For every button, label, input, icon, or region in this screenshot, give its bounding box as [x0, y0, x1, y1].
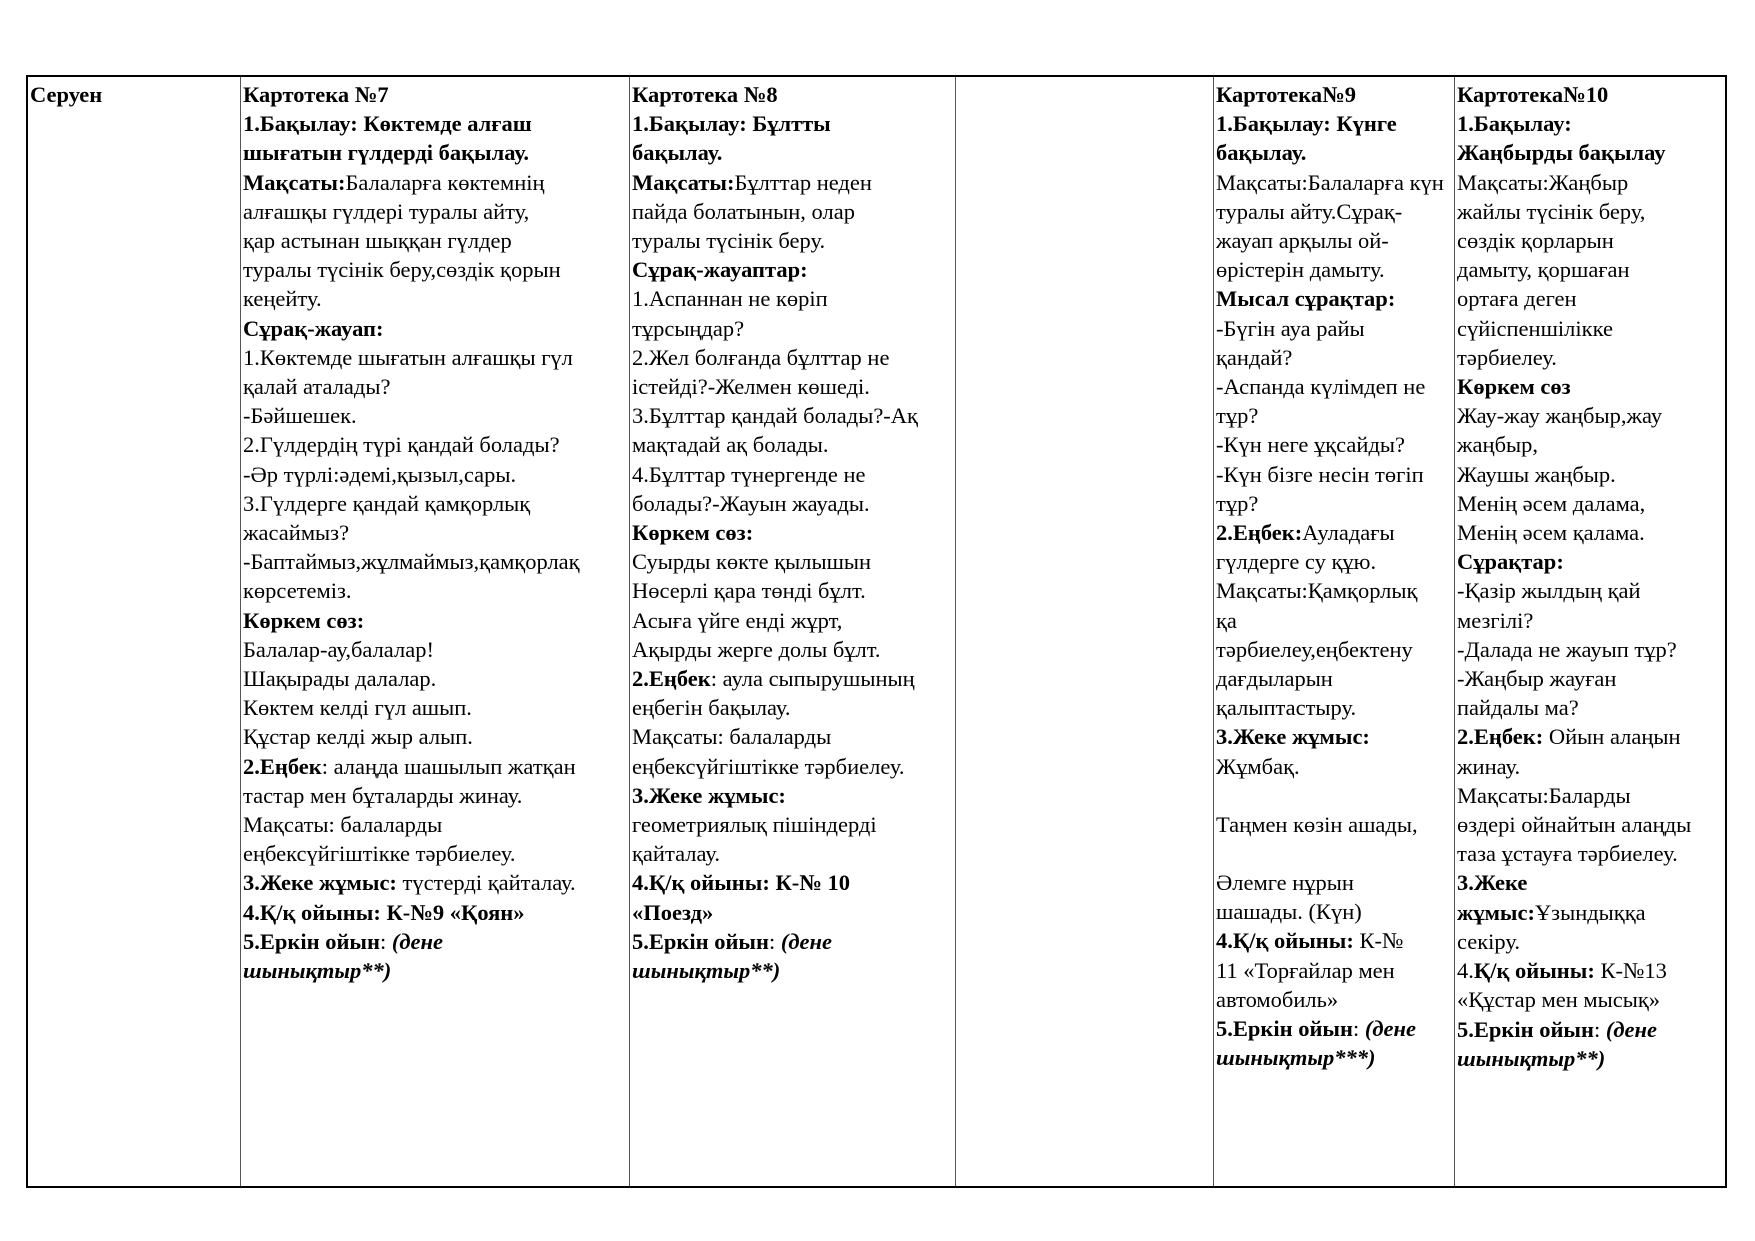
text-line [243, 109, 628, 138]
text-line [1457, 197, 1724, 226]
text-line [1457, 430, 1724, 459]
text-line [1457, 343, 1724, 372]
empty-cell [956, 76, 1214, 1187]
text-run: : [379, 928, 392, 954]
text-run: 3.Жеке жұмыс: [1216, 724, 1370, 750]
text-run: (дене [1605, 1016, 1657, 1042]
text-run: 4.Бұлттар түнергенде не [632, 461, 866, 487]
text-line [243, 343, 628, 372]
text-line [1216, 138, 1453, 167]
text-run: 1.Бақылау: Бұлтты [632, 111, 831, 137]
text-line [1457, 664, 1724, 693]
card-9-cell [1214, 76, 1455, 1187]
text-line [243, 898, 628, 927]
text-line [1457, 722, 1724, 751]
text-line [632, 284, 954, 313]
text-line [632, 576, 954, 605]
text-run: Ақырды жерге долы бұлт. [632, 636, 881, 662]
row-label-cell [27, 76, 241, 1187]
text-line [243, 489, 628, 518]
text-run: Көктем келді гүл ашып. [243, 695, 472, 721]
card-7-cell [241, 76, 630, 1187]
text-line [1216, 956, 1453, 985]
text-run: жұмыс: [1457, 899, 1535, 925]
text-run: туралы түсінік беру. [632, 228, 826, 254]
text-run: қа [1216, 607, 1237, 633]
text-run: 1.Бақылау: [1457, 111, 1572, 137]
text-run: 3.Жеке жұмыс: [632, 782, 786, 808]
text-line [632, 781, 954, 810]
text-run: 5.Еркін ойын [1457, 1016, 1594, 1042]
text-line [1216, 985, 1453, 1014]
text-run: -Жаңбыр жауған [1457, 666, 1617, 692]
text-line [243, 226, 628, 255]
text-run: қар астынан шыққан гүлдер [243, 228, 512, 254]
text-run: : аула сыпырушының [710, 666, 915, 692]
text-line [632, 752, 954, 781]
text-line [1457, 109, 1724, 138]
text-run: -Әр түрлі:әдемі,қызыл,сары. [243, 461, 517, 487]
text-line [632, 430, 954, 459]
text-run: өздері ойнайтын алаңды [1457, 812, 1692, 838]
text-line [243, 664, 628, 693]
text-line [632, 927, 954, 956]
text-run: Әлемге нұрын [1216, 870, 1354, 896]
text-line [632, 635, 954, 664]
text-line [1457, 460, 1724, 489]
text-line [632, 518, 954, 547]
text-run: Қ/қ ойыны: [1473, 958, 1595, 984]
text-line [1216, 489, 1453, 518]
text-run: Балаларға көктемнің [345, 169, 545, 195]
text-run: : [1593, 1016, 1606, 1042]
text-run: Картотека №7 [243, 82, 389, 107]
text-run: еңбегін бақылау. [632, 695, 791, 721]
text-run: тастар мен бұталарды жинау. [243, 782, 523, 808]
text-run: К-№13 [1594, 958, 1667, 984]
text-line [632, 547, 954, 576]
text-run: 2.Еңбек: [1216, 520, 1303, 546]
text-run: Картотека№10 [1457, 82, 1609, 107]
text-run: геометриялық пішіндерді [632, 812, 877, 838]
text-run: Менің әсем қалама. [1457, 520, 1645, 546]
text-line [243, 839, 628, 868]
text-run: Нөсерлі қара төнді бұлт. [632, 578, 866, 604]
text-line [1216, 518, 1453, 547]
text-line [1216, 839, 1453, 868]
text-line [1216, 109, 1453, 138]
card-10-cell [1455, 76, 1727, 1187]
text-run: автомобиль» [1216, 986, 1339, 1012]
text-run: көрсетеміз. [243, 578, 352, 604]
text-line [243, 197, 628, 226]
text-line [1216, 314, 1453, 343]
text-line [243, 810, 628, 839]
text-run: тәрбиелеу. [1457, 344, 1557, 370]
text-run: пайда болатынын, олар [632, 198, 855, 224]
text-run: Сұрақтар: [1457, 549, 1564, 575]
text-line [1457, 226, 1724, 255]
text-run: дағдыларын [1216, 666, 1333, 692]
text-line [632, 168, 954, 197]
text-line [1216, 255, 1453, 284]
text-run: Ұзындыққа [1534, 899, 1646, 925]
text-run: Мысал сұрақтар: [1216, 286, 1396, 312]
text-line [632, 810, 954, 839]
text-line [632, 226, 954, 255]
text-line [1216, 168, 1453, 197]
text-line [1216, 576, 1453, 605]
text-run: мезгілі? [1457, 607, 1534, 633]
text-run: Көркем сөз: [243, 607, 365, 633]
text-run: Таңмен көзін ашады, [1216, 811, 1418, 837]
text-run: түстерді қайталау. [396, 870, 576, 896]
text-line [1216, 1014, 1453, 1043]
text-run: болады?-Жауын жауады. [632, 490, 870, 516]
text-run: «Поезд» [632, 899, 714, 925]
text-run: Мақсаты:Баларды [1457, 782, 1631, 808]
text-run: Мақсаты:Қамқорлық [1216, 578, 1418, 604]
text-line [632, 401, 954, 430]
text-run: Сұрақ-жауап: [243, 315, 384, 341]
text-line [1216, 722, 1453, 751]
text-line [1457, 868, 1724, 897]
text-run: шынықтыр**) [243, 958, 392, 984]
text-run: 2.Гүлдердің түрі қандай болады? [243, 432, 560, 458]
text-run: дамыту, қоршаған [1457, 257, 1630, 283]
text-line [243, 518, 628, 547]
text-run: : [768, 928, 781, 954]
text-line [1457, 985, 1724, 1014]
text-run: шынықтыр**) [632, 958, 781, 984]
text-run: 5.Еркін ойын [1216, 1016, 1353, 1042]
table-row [27, 76, 1726, 1187]
text-run: -Күн неге ұқсайды? [1216, 432, 1406, 458]
text-run: 1.Бақылау: Күнге [1216, 111, 1397, 137]
text-run: Мақсаты: балаларды [632, 724, 832, 750]
text-run: Жаңбырды бақылау [1457, 140, 1666, 166]
text-run: кеңейту. [243, 286, 322, 312]
text-line [1457, 693, 1724, 722]
text-run: Көркем сөз [1457, 374, 1571, 400]
text-line [1457, 401, 1724, 430]
text-line [1457, 810, 1724, 839]
text-line [243, 430, 628, 459]
text-run: шығатын гүлдерді бақылау. [243, 140, 529, 166]
text-line [1457, 547, 1724, 576]
text-run: (дене [780, 928, 832, 954]
text-run: Суырды көкте қылышын [632, 549, 872, 575]
text-run: 3.Жеке [1457, 870, 1528, 896]
text-line [632, 693, 954, 722]
text-line [1457, 898, 1724, 927]
text-run: 5.Еркін ойын [243, 928, 380, 954]
text-line [243, 547, 628, 576]
text-line [243, 401, 628, 430]
text-line [243, 781, 628, 810]
text-line [632, 255, 954, 284]
text-line [1457, 372, 1724, 401]
text-line [1457, 284, 1724, 313]
text-run: еңбексүйгіштікке тәрбиелеу. [632, 753, 905, 779]
text-line [243, 168, 628, 197]
text-run: гүлдерге су құю. [1216, 549, 1377, 575]
text-line [243, 460, 628, 489]
text-run: К-№ [1353, 928, 1404, 954]
text-run: Жау-жау жаңбыр,жау [1457, 403, 1663, 429]
text-run: Мақсаты: балаларды [243, 812, 443, 838]
text-line [1216, 664, 1453, 693]
text-line [243, 80, 628, 109]
text-line [243, 956, 628, 985]
text-line [632, 343, 954, 372]
text-run: қандай? [1216, 344, 1293, 370]
text-line [243, 927, 628, 956]
text-line [243, 255, 628, 284]
text-line [1216, 401, 1453, 430]
text-run: қалыптастыру. [1216, 695, 1357, 721]
text-line [243, 138, 628, 167]
text-line [1457, 576, 1724, 605]
text-run: шынықтыр***) [1216, 1045, 1376, 1071]
text-run: -Бүгін ауа райы [1216, 315, 1365, 341]
text-run: Мақсаты:Жаңбыр [1457, 169, 1629, 195]
text-line [632, 460, 954, 489]
text-run: тәрбиелеу,еңбектену [1216, 636, 1413, 662]
text-line [1457, 314, 1724, 343]
text-line [1457, 489, 1724, 518]
text-run: тұр? [1216, 403, 1259, 429]
text-line [1216, 460, 1453, 489]
text-line [1216, 197, 1453, 226]
text-line [632, 868, 954, 897]
text-run: Мақсаты: [243, 169, 346, 195]
text-line [1216, 897, 1453, 926]
text-line [1457, 606, 1724, 635]
text-line [1216, 226, 1453, 255]
text-run: Ауладағы [1302, 520, 1395, 546]
text-run: -Бәйшешек. [243, 403, 357, 429]
text-line [243, 314, 628, 343]
text-run: -Күн бізге несін төгіп [1216, 461, 1424, 487]
text-line [1216, 635, 1453, 664]
text-run: жауап арқылы ой- [1216, 228, 1389, 254]
text-line [243, 722, 628, 751]
text-run: Көркем сөз: [632, 520, 754, 546]
text-line [1457, 839, 1724, 868]
text-line [243, 693, 628, 722]
text-line [632, 197, 954, 226]
text-line [243, 868, 628, 897]
text-line [1457, 518, 1724, 547]
text-line [1457, 80, 1724, 109]
text-run: жасаймыз? [243, 520, 350, 546]
text-run: 1.Бақылау: Көктемде алғаш [243, 111, 532, 137]
text-run: сүйіспеншілікке [1457, 315, 1613, 341]
text-run: (дене [391, 928, 443, 954]
text-run: қалай аталады? [243, 374, 391, 400]
text-run: істейді?-Желмен көшеді. [632, 374, 870, 400]
text-run: бақылау. [1216, 140, 1307, 166]
text-line [1216, 693, 1453, 722]
text-line [632, 722, 954, 751]
text-run: 5.Еркін ойын [632, 928, 769, 954]
text-line [632, 606, 954, 635]
text-line [1216, 80, 1453, 109]
text-run: 3.Жеке жұмыс: [243, 870, 397, 896]
text-run: Мақсаты: [632, 169, 735, 195]
text-line [1216, 430, 1453, 459]
text-line [632, 664, 954, 693]
text-line [1216, 752, 1453, 781]
row-label: Серуен [30, 82, 103, 107]
text-line [1457, 635, 1724, 664]
text-line [1457, 927, 1724, 956]
text-line [1457, 1044, 1724, 1073]
text-run: шашады. (Күн) [1216, 899, 1362, 925]
text-line [1216, 868, 1453, 897]
text-line [632, 956, 954, 985]
card-8-cell [630, 76, 956, 1187]
text-line [632, 372, 954, 401]
text-run: пайдалы ма? [1457, 695, 1579, 721]
text-run: 4. [1457, 958, 1474, 984]
text-line [1216, 810, 1453, 839]
text-run: Картотека №8 [632, 82, 778, 107]
text-run: Жаушы жаңбыр. [1457, 461, 1616, 487]
text-run: : алаңда шашылып жатқан [321, 753, 576, 779]
text-run: Бұлттар неден [734, 169, 872, 195]
text-run: 4.Қ/қ ойыны: [1216, 928, 1354, 954]
text-run: өрістерін дамыту. [1216, 257, 1385, 283]
text-run: 4.Қ/қ ойыны: К-№9 «Қоян» [243, 899, 525, 925]
text-line [1457, 168, 1724, 197]
text-run: тұрсыңдар? [632, 315, 745, 341]
text-run: 2.Еңбек: [1457, 724, 1544, 750]
text-line [1216, 781, 1453, 810]
text-run: алғашқы гүлдері туралы айту, [243, 198, 530, 224]
text-line [1457, 781, 1724, 810]
text-run: Балалар-ау,балалар! [243, 636, 434, 662]
text-run: бақылау. [632, 140, 723, 166]
text-run: туралы айту.Сұрақ- [1216, 198, 1403, 224]
text-run: Ойын алаңын [1543, 724, 1681, 750]
text-line [1216, 926, 1453, 955]
text-run: 2.Еңбек [243, 753, 322, 779]
text-line [632, 138, 954, 167]
text-line [243, 606, 628, 635]
text-run: секіру. [1457, 928, 1521, 954]
text-run: 11 «Торғайлар мен [1216, 957, 1395, 983]
text-run: Асыға үйге енді жұрт, [632, 607, 843, 633]
text-run: жайлы түсінік беру, [1457, 198, 1646, 224]
walk-plan-table [26, 75, 1727, 1188]
text-line [632, 109, 954, 138]
text-run: 1.Аспаннан не көріп [632, 286, 828, 312]
text-run: еңбексүйгіштікке тәрбиелеу. [243, 841, 516, 867]
text-line [1457, 255, 1724, 284]
text-line [243, 284, 628, 313]
text-run: Шақырады далалар. [243, 666, 437, 692]
text-run: 3.Бұлттар қандай болады?-Ақ [632, 403, 918, 429]
text-run: (дене [1364, 1016, 1416, 1042]
text-run: -Қазір жылдың қай [1457, 578, 1641, 604]
text-run: Мақсаты:Балаларға күн [1216, 169, 1444, 195]
text-run: -Баптаймыз,жұлмаймыз,қамқорлақ [243, 549, 580, 575]
text-run: мақтадай ақ болады. [632, 432, 829, 458]
text-line [243, 635, 628, 664]
text-line [1457, 956, 1724, 985]
text-run: 2.Еңбек [632, 666, 711, 692]
text-line [243, 576, 628, 605]
text-line [1457, 138, 1724, 167]
text-run: Менің әсем далама, [1457, 490, 1646, 516]
text-run: : [1352, 1016, 1365, 1042]
text-line [632, 80, 954, 109]
text-run: ортаға деген [1457, 286, 1577, 312]
text-run: -Далада не жауып тұр? [1457, 636, 1677, 662]
text-run: Жұмбақ. [1216, 753, 1300, 779]
text-line [1216, 1043, 1453, 1072]
text-line [632, 839, 954, 868]
text-run: Құстар келді жыр алып. [243, 724, 473, 750]
text-line [1457, 1015, 1724, 1044]
text-run: 3.Гүлдерге қандай қамқорлық [243, 490, 531, 516]
text-line [1216, 343, 1453, 372]
text-run: Картотека№9 [1216, 82, 1356, 107]
text-line [243, 752, 628, 781]
text-run: 2.Жел болғанда бұлттар не [632, 344, 890, 370]
text-line [632, 314, 954, 343]
text-run: Сұрақ-жауаптар: [632, 257, 808, 283]
text-line [632, 489, 954, 518]
text-line [1457, 752, 1724, 781]
text-line [243, 372, 628, 401]
text-run: 1.Көктемде шығатын алғашқы гүл [243, 344, 573, 370]
text-run: жаңбыр, [1457, 432, 1539, 458]
text-line [1216, 284, 1453, 313]
text-line [632, 898, 954, 927]
text-run: «Құстар мен мысық» [1457, 987, 1660, 1013]
text-run: шынықтыр**) [1457, 1045, 1606, 1071]
text-run: 4.Қ/қ ойыны: К-№ 10 [632, 870, 851, 896]
text-run: тұр? [1216, 490, 1259, 516]
text-line [1216, 606, 1453, 635]
text-line [1216, 547, 1453, 576]
text-run: сөздік қорларын [1457, 228, 1614, 254]
text-run: қайталау. [632, 841, 720, 867]
text-run: туралы түсінік беру,сөздік қорын [243, 257, 561, 283]
text-run: жинау. [1457, 753, 1521, 779]
text-line [1216, 372, 1453, 401]
text-run: -Аспанда күлімдеп не [1216, 374, 1426, 400]
text-run: таза ұстауға тәрбиелеу. [1457, 841, 1678, 867]
